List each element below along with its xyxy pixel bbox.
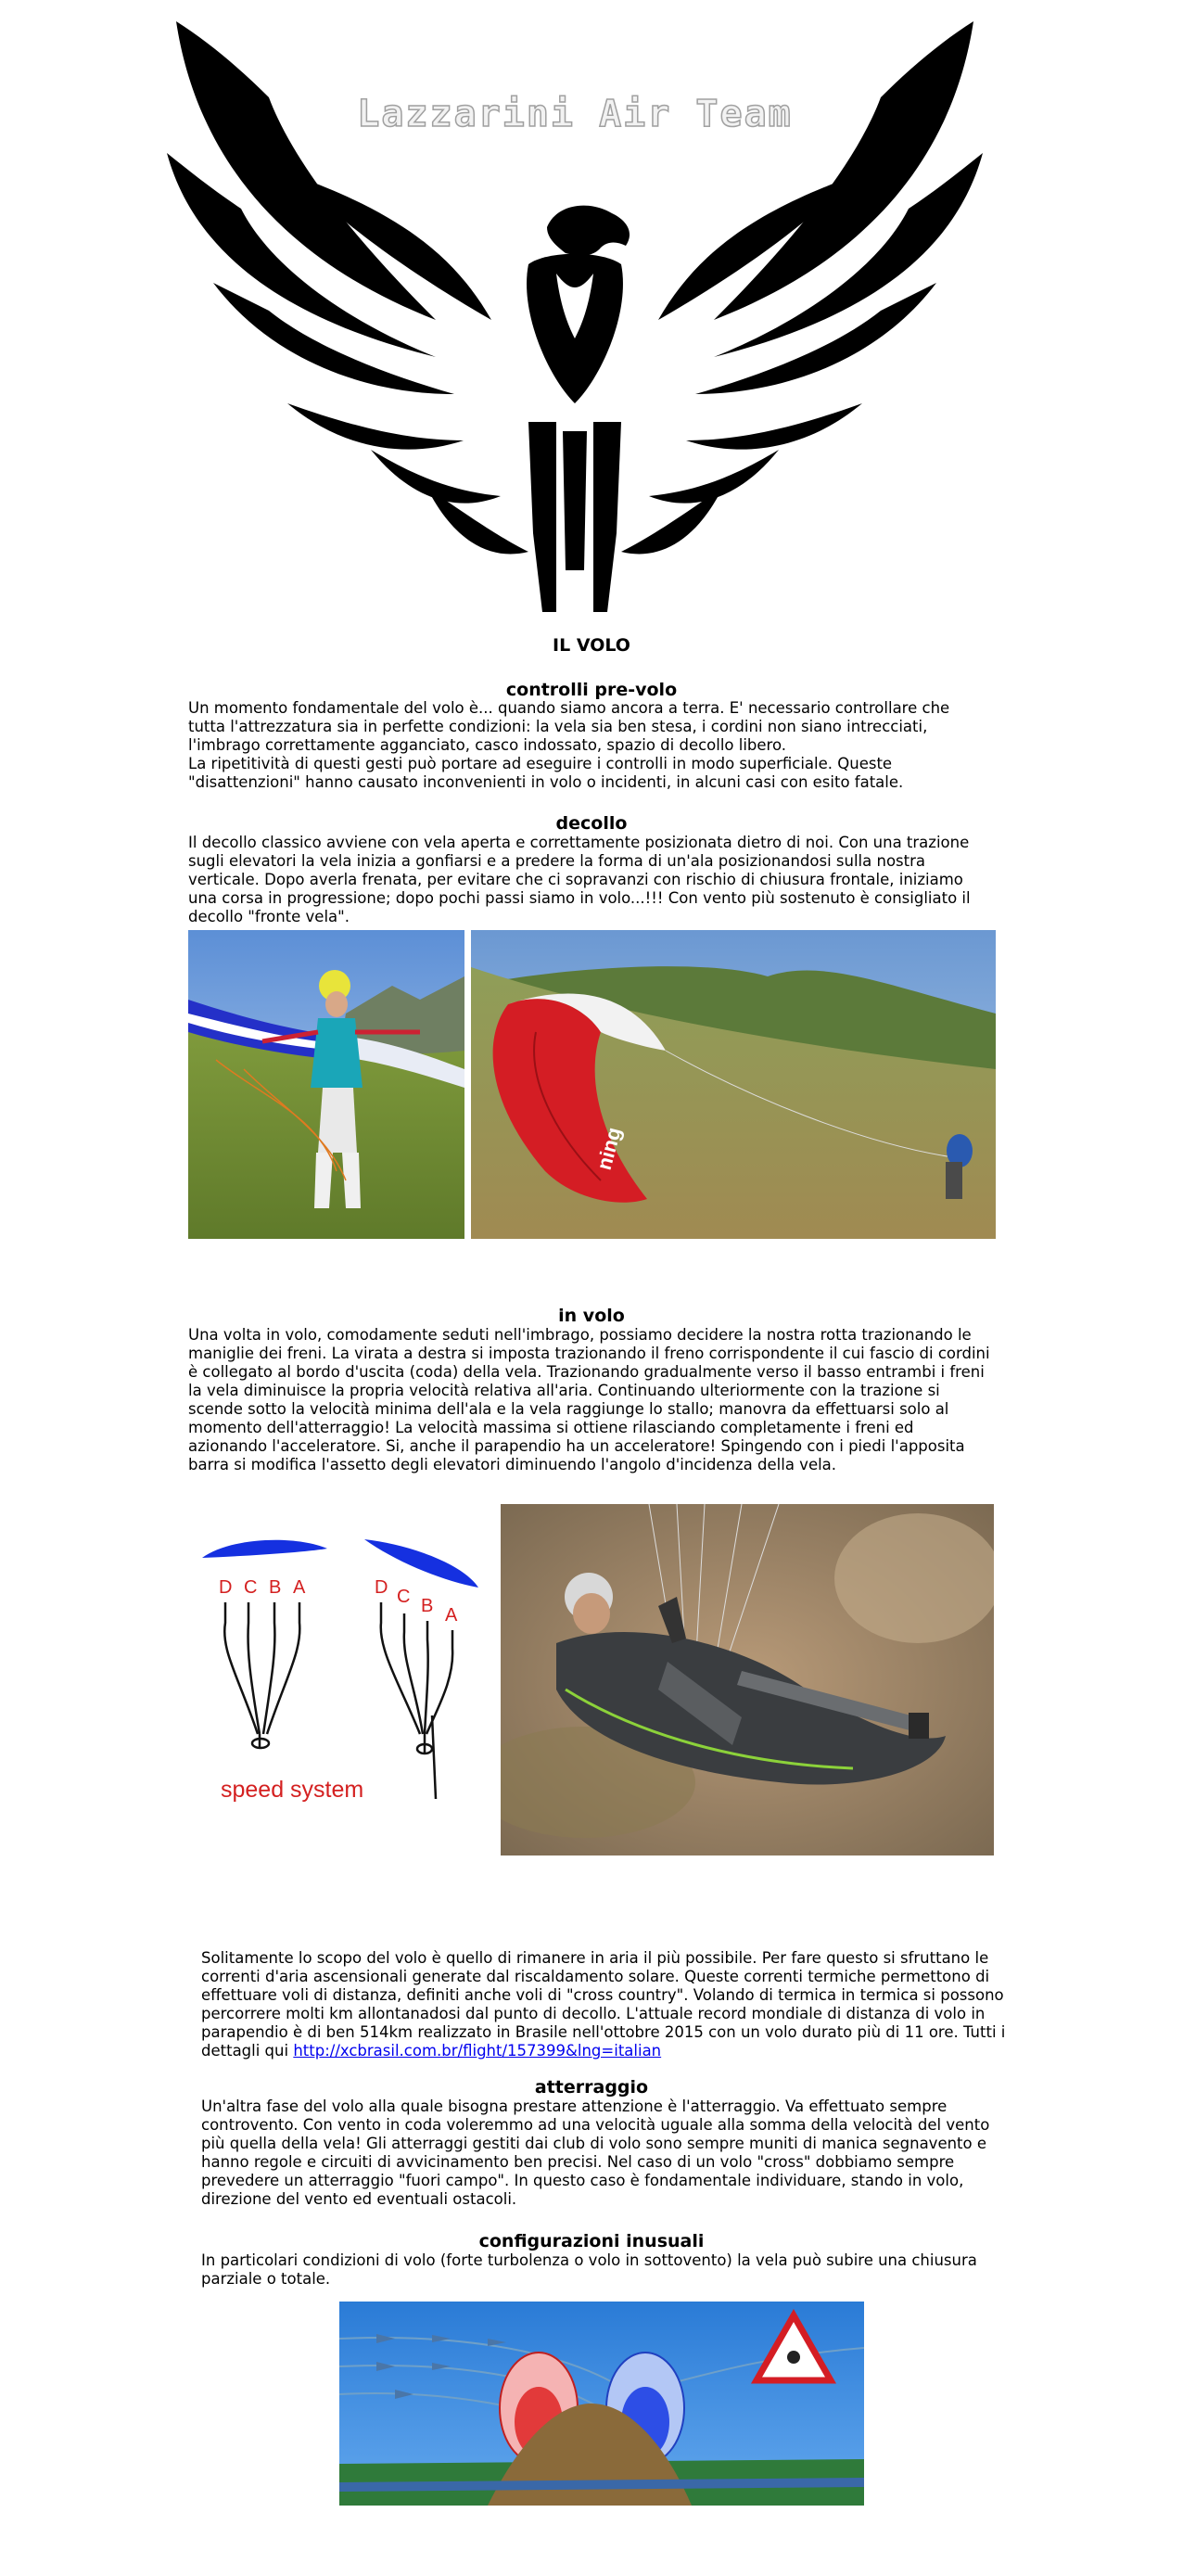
riser-label-b-right: B xyxy=(421,1596,434,1616)
paragraph-decollo: Il decollo classico avviene con vela aperta e correttamente posizionata dietro di noi. Con una trazione sugli elevatori la vela inizia a gonfiarsi e a predere la forma di un'ala posizionandosi sulla nostra verticale. Dopo averla frenata, per evitare che ci sopravanzi con rischio di chiusura frontale, iniziamo una corsa in progressione; dopo pochi passi siamo in volo...!!! Con vento più sostenuto è consigliato il decollo "fronte vela". xyxy=(188,834,971,925)
heading-configurazioni-inusuali: configurazioni inusuali xyxy=(478,2231,705,2251)
riser-label-c-right: C xyxy=(397,1587,411,1607)
photo-red-wing-inflation xyxy=(471,930,996,1239)
record-flight-link[interactable]: http://xcbrasil.com.br/flight/157399&lng=italian xyxy=(293,2042,662,2060)
heading-controlli-pre-volo: controlli pre-volo xyxy=(505,680,678,700)
text-cross-country: Solitamente lo scopo del volo è quello di rimanere in aria il più possibile. Per fare questo si sfruttano le correnti d'aria ascensionali generate dal riscaldamento solare. Queste correnti termiche permettono di effettuare voli di distanza, definiti anche voli di "cross country". Volando di termica in termica si possono percorrere molti km allontanadosi dal punto di decollo. L'attuale record mondiale di distanza di volo in parapendio è di ben 514km realizzato in Brasile nell'ottobre 2015 con un volo durato più di 11 ore. Tutti i dettagli qui xyxy=(201,1949,1006,2060)
riser-label-a-right: A xyxy=(445,1605,458,1626)
riser-label-a-left: A xyxy=(293,1577,306,1598)
riser-label-d-left: D xyxy=(219,1577,233,1598)
illustration-rotor-turbulence xyxy=(339,2302,864,2506)
paragraph-configurazioni-inusuali: In particolari condizioni di volo (forte turbolenza o volo in sottovento) la vela può subire una chiusura parziale o totale. xyxy=(201,2251,977,2288)
heading-atterraggio: atterraggio xyxy=(534,2077,649,2098)
speed-system-diagram xyxy=(193,1521,490,1827)
logo-title: Lazzarini Air Team xyxy=(357,93,793,135)
paragraph-in-volo: Una volta in volo, comodamente seduti nell'imbrago, possiamo decidere la nostra rotta trazionando le maniglie dei freni. La virata a destra si imposta trazionando il freno corrispondente il cui fascio di cordini è collegato al bordo d'uscita (coda) della vela. Trazionando gradualmente verso il basso entrambi i freni la vela diminuisce la propria velocità relativa all'aria. Continuando ulteriormente con la trazione si scende sotto la velocità minima dell'ala e la vela raggiunge lo stallo; manovra da effettuarsi solo al momento dell'atterraggio! La velocità massima si ottiene rilasciando completamente i freni ed azionando l'acceleratore. Si, anche il parapendio ha un acceleratore! Spingendo con i piedi l'apposita barra si modifica l'assetto degli elevatori diminuendo l'angolo d'incidenza della vela. xyxy=(188,1326,990,1473)
riser-label-b-left: B xyxy=(269,1577,282,1598)
svg-text:ning: ning xyxy=(592,1124,626,1173)
heading-decollo: decollo xyxy=(555,813,628,834)
team-logo xyxy=(158,14,992,631)
diagram-caption: speed system xyxy=(221,1777,364,1803)
paragraph-atterraggio: Un'altra fase del volo alla quale bisogna prestare attenzione è l'atterraggio. Va effettuato sempre controvento. Con vento in coda voleremmo ad una velocità uguale alla somma della velocità del vento più quella della vela! Gli atterraggi gestiti dai club di volo sono sempre muniti di manica segnavento e hanno regole e circuiti di avvicinamento ben precisi. Nel caso di un volo "cross" dobbiamo sempre prevedere un atterraggio "fuori campo". In questo caso è fondamentale individuare, stando in volo, direzione del vento ed eventuali ostacoli. xyxy=(201,2098,990,2208)
paragraph-controlli-pre-volo xyxy=(188,699,991,792)
heading-in-volo: in volo xyxy=(558,1306,625,1326)
page-title: IL VOLO xyxy=(553,635,630,656)
riser-label-d-right: D xyxy=(375,1577,388,1598)
riser-label-c-left: C xyxy=(244,1577,258,1598)
text-controlli-2: La ripetitività di questi gesti può portare ad eseguire i controlli in modo superficiale. Queste "disattenzioni" hanno causato inconvenienti in volo o incidenti, in alcuni casi con esito fatale. xyxy=(188,755,904,791)
paragraph-cross-country xyxy=(201,1949,1006,2060)
text-controlli-1: Un momento fondamentale del volo è... quando siamo ancora a terra. E' necessario controllare che tutta l'attrezzatura sia in perfette condizioni: la vela sia ben stesa, i cordini non siano intrecciati, l'imbrago correttamente agganciato, casco indossato, spazio di decollo libero. xyxy=(188,699,950,754)
photo-pilot-in-flight xyxy=(501,1504,994,1855)
photo-pilot-takeoff-prep xyxy=(188,930,464,1239)
